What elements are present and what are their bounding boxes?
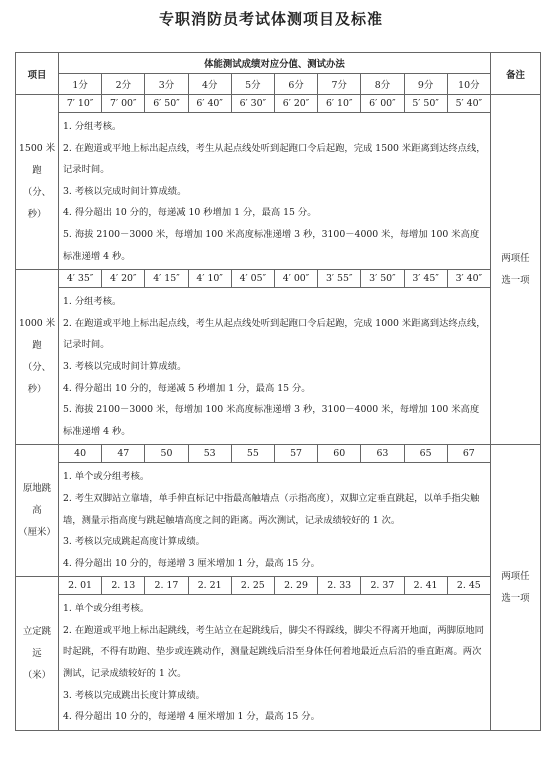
score-header: 1分: [59, 74, 102, 95]
item-line: 原地跳: [22, 482, 52, 494]
value-cell: 67: [447, 445, 490, 463]
method-1500m: [59, 113, 491, 270]
value-cell: 3′ 55″: [318, 270, 361, 288]
value-cell: 4′ 00″: [274, 270, 317, 288]
item-label-long-jump: [16, 577, 59, 731]
method-line: 4. 得分超出 10 分的，每递减 5 秒增加 1 分，最高 15 分。: [63, 382, 311, 394]
item-line: （厘米）: [18, 526, 56, 538]
item-line: 立定跳: [22, 625, 52, 637]
value-cell: 2. 25: [231, 577, 274, 595]
value-cell: 55: [231, 445, 274, 463]
value-cell: 6′ 30″: [231, 95, 274, 113]
value-cell: 2. 45: [447, 577, 490, 595]
value-cell: 63: [361, 445, 404, 463]
value-cell: 47: [102, 445, 145, 463]
value-cell: 65: [404, 445, 447, 463]
value-cell: 2. 29: [274, 577, 317, 595]
method-line: 4. 得分超出 10 分的，每递增 4 厘米增加 1 分，最高 15 分。: [63, 711, 320, 723]
note-line: 选一项: [501, 274, 530, 286]
method-line: 1. 分组考核。: [63, 296, 122, 308]
value-cell: 3′ 50″: [361, 270, 404, 288]
value-cell: 6′ 50″: [145, 95, 188, 113]
method-line: 2. 在跑道或平地上标出起跳线，考生站立在起跳线后，脚尖不得踩线，脚尖不得离开地面，两脚原地同时起跳，不得有助跑、垫步或连跳动作，测量起跳线后沿至身体任何着地最近点后沿的垂直距离。两次测试，记录成绩较好的 1 次。: [63, 624, 484, 680]
method-long-jump: [59, 595, 491, 731]
value-cell: 4′ 35″: [59, 270, 102, 288]
item-line: 秒）: [27, 209, 47, 221]
value-cell: 57: [274, 445, 317, 463]
note-line: 两项任: [501, 252, 530, 264]
page-title: 专职消防员考试体测项目及标准: [158, 10, 383, 28]
item-line: 跑: [32, 165, 42, 177]
item-line: （分、: [22, 362, 52, 374]
value-cell: 2. 01: [59, 577, 102, 595]
method-line: 2. 在跑道或平地上标出起点线，考生从起点线处听到起跑口令后起跑，完成 1000 米距离到达终点线，记录时间。: [63, 317, 486, 351]
item-line: 1000 米: [18, 318, 56, 330]
value-cell: 2. 21: [188, 577, 231, 595]
method-line: 3. 考核以完成时间计算成绩。: [63, 360, 187, 372]
method-line: 3. 考核以完成跳出长度计算成绩。: [63, 689, 205, 701]
value-cell: 4′ 20″: [102, 270, 145, 288]
item-label-vertical-jump: [16, 445, 59, 577]
method-line: 2. 考生双脚站立靠墙，单手伸直标记中指最高触墙点（示指高度），双脚立定垂直跳起，以单手指尖触墙，测量示指高度与跳起触墙高度之间的距离。两次测试，记录成绩较好的 1 次。: [63, 492, 480, 526]
method-1000m: [59, 288, 491, 445]
value-cell: 2. 33: [318, 577, 361, 595]
score-header: 4分: [188, 74, 231, 95]
note-line: 两项任: [501, 570, 530, 582]
note-line: 选一项: [501, 592, 530, 604]
value-cell: 5′ 50″: [404, 95, 447, 113]
score-header: 5分: [231, 74, 274, 95]
value-cell: 6′ 40″: [188, 95, 231, 113]
item-label-1500m: [16, 95, 59, 270]
method-line: 1. 分组考核。: [63, 121, 122, 132]
value-cell: 7′ 10″: [59, 95, 102, 113]
value-cell: 2. 41: [404, 577, 447, 595]
item-line: 远: [32, 647, 42, 659]
score-header: 3分: [145, 74, 188, 95]
value-cell: 5′ 40″: [447, 95, 490, 113]
item-line: 秒）: [27, 384, 47, 396]
score-header: 6分: [274, 74, 317, 95]
value-cell: 3′ 45″: [404, 270, 447, 288]
item-line: 高: [32, 504, 42, 516]
value-cell: 6′ 10″: [318, 95, 361, 113]
header-group: 体能测试成绩对应分值、测试办法: [59, 53, 491, 74]
value-cell: 4′ 05″: [231, 270, 274, 288]
value-cell: 4′ 10″: [188, 270, 231, 288]
method-line: 3. 考核以完成时间计算成绩。: [63, 185, 187, 197]
header-item: 项目: [16, 53, 59, 95]
item-line: （分、: [22, 187, 52, 199]
method-line: 5. 海拔 2100－3000 米，每增加 100 米高度标准递增 3 秒，3100－4000 米，每增加 100 米高度标准递增 4 秒。: [63, 404, 480, 437]
value-cell: 40: [59, 445, 102, 463]
method-vertical-jump: [59, 463, 491, 577]
value-cell: 3′ 40″: [447, 270, 490, 288]
method-line: 1. 单个或分组考核。: [63, 603, 150, 615]
value-cell: 2. 13: [102, 577, 145, 595]
note-running: [490, 95, 540, 445]
header-note: 备注: [490, 53, 540, 95]
value-cell: 4′ 15″: [145, 270, 188, 288]
score-header: 2分: [102, 74, 145, 95]
value-cell: 2. 37: [361, 577, 404, 595]
method-line: 5. 海拔 2100－3000 米，每增加 100 米高度标准递增 3 秒，3100－4000 米，每增加 100 米高度标准递增 4 秒。: [63, 228, 480, 262]
method-line: 3. 考核以完成跳起高度计算成绩。: [63, 536, 205, 548]
method-line: 4. 得分超出 10 分的，每递减 10 秒增加 1 分，最高 15 分。: [63, 207, 317, 219]
value-cell: 7′ 00″: [102, 95, 145, 113]
value-cell: 6′ 00″: [361, 95, 404, 113]
value-cell: 2. 17: [145, 577, 188, 595]
value-cell: 60: [318, 445, 361, 463]
method-line: 1. 单个或分组考核。: [63, 471, 150, 483]
item-line: 1500 米: [18, 143, 56, 155]
score-header: 9分: [404, 74, 447, 95]
standards-table: [15, 52, 541, 731]
value-cell: 50: [145, 445, 188, 463]
note-jumping: [490, 445, 540, 731]
item-line: （米）: [22, 669, 52, 681]
value-cell: 53: [188, 445, 231, 463]
score-header: 8分: [361, 74, 404, 95]
score-header: 7分: [318, 74, 361, 95]
method-line: 4. 得分超出 10 分的，每递增 3 厘米增加 1 分，最高 15 分。: [63, 557, 320, 569]
item-label-1000m: [16, 270, 59, 445]
score-header: 10分: [447, 74, 490, 95]
method-line: 2. 在跑道或平地上标出起点线，考生从起点线处听到起跑口令后起跑，完成 1500 米距离到达终点线，记录时间。: [63, 142, 486, 176]
value-cell: 6′ 20″: [274, 95, 317, 113]
item-line: 跑: [32, 340, 42, 352]
